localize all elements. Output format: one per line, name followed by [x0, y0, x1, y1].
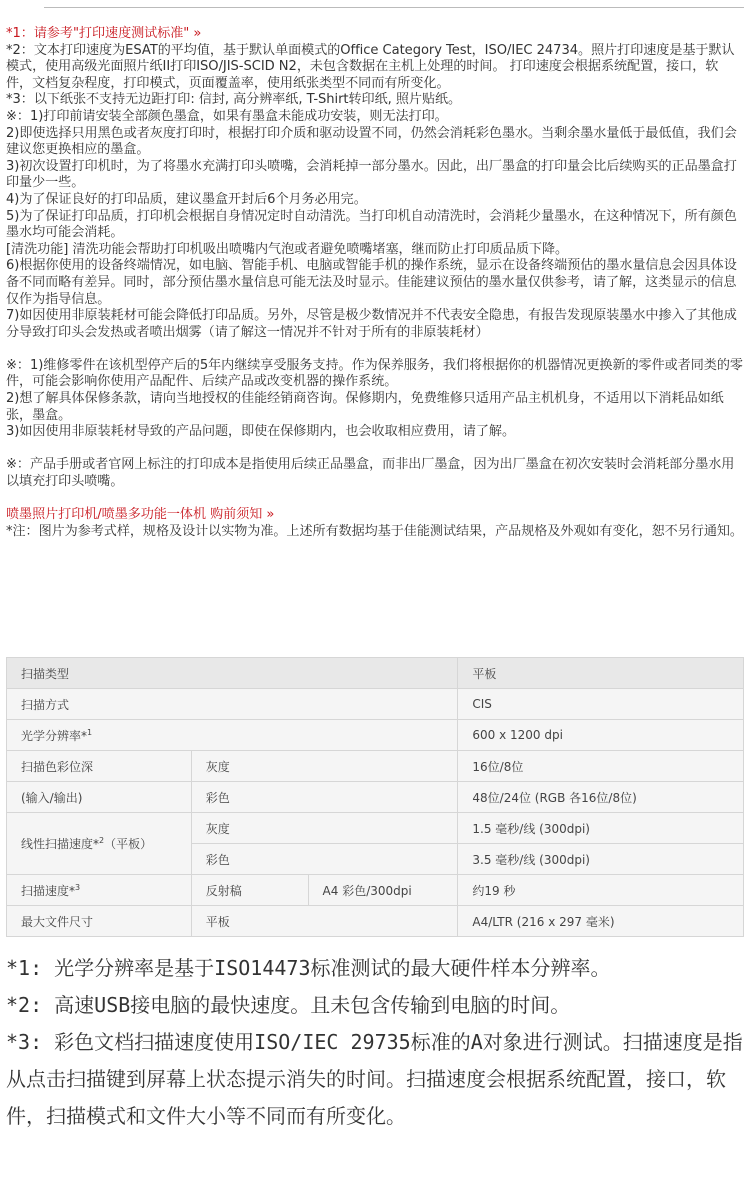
row-label: 扫描色彩位深: [7, 751, 192, 782]
footnote-1: *1: 光学分辨率是基于ISO14473标准测试的最大硬件样本分辨率。: [6, 956, 611, 980]
row-value: 600 x 1200 dpi: [458, 720, 744, 751]
table-row: [7, 813, 744, 844]
row-value: 约19 秒: [458, 875, 744, 906]
ink-note-7: 7)如因使用非原装耗材可能会降低打印品质。另外，尽管是极少数情况并不代表安全隐患，有报告发现原装墨水中掺入了其他成分导致打印头会发热或者喷出烟雾（请了解这一情况并不针对于所有的非原装耗材）: [6, 308, 737, 340]
table-row: [7, 875, 744, 906]
row-label: 光学分辨率*$^1$: [7, 720, 458, 751]
row-label: 扫描速度*$^3$: [7, 875, 192, 906]
footnote-2: *2: 高速USB接电脑的最快速度。且未包含传输到电脑的时间。: [6, 993, 571, 1017]
note-1-label: *1：: [6, 26, 34, 41]
ink-note-5b: [清洗功能] 清洗功能会帮助打印机吸出喷嘴内气泡或者避免喷嘴堵塞，继而防止打印质品质下降。: [6, 241, 569, 257]
ink-note-2: 2)即使选择只用黑色或者灰度打印时，根据打印介质和驱动设置不同，仍然会消耗彩色墨水。当剩余墨水量低于最低值，我们会建议您更换相应的墨盒。: [6, 125, 737, 158]
table-row: [7, 658, 744, 689]
row-value: 平板: [458, 658, 744, 689]
row-label: 扫描方式: [7, 689, 458, 720]
row-sublabel: 平板: [191, 906, 458, 937]
row-sublabel: 反射稿: [191, 875, 308, 906]
scan-footnotes: [6, 950, 744, 1135]
pre-purchase-guide-link[interactable]: 喷墨照片打印机/喷墨多功能一体机 购前须知 »: [6, 507, 275, 523]
table-row: [7, 720, 744, 751]
footnote-3: *3: 彩色文档扫描速度使用ISO/IEC 29735标准的A对象进行测试。扫描速度是指从点击扫描键到屏幕上状态提示消失的时间。扫描速度会根据系统配置，接口，软件，扫描模式和文件大小等不同而有所变化。: [6, 1030, 743, 1128]
print-cost-note: ※：产品手册或者官网上标注的打印成本是指使用后续正品墨盒，而非出厂墨盒，因为出厂墨盒在初次安装时会消耗部分墨水用以填充打印头喷嘴。: [6, 457, 735, 490]
row-value: CIS: [458, 689, 744, 720]
row-label: 线性扫描速度*$^2$（平板）: [7, 813, 192, 875]
row-value: 16位/8位: [458, 751, 744, 782]
scanner-spec-table: [6, 657, 744, 937]
row-value: 48位/24位 (RGB 各16位/8位): [458, 782, 744, 813]
note-1: [6, 26, 744, 43]
row-value: 3.5 毫秒/线 (300dpi): [458, 844, 744, 875]
table-row: [7, 751, 744, 782]
table-row: [7, 782, 744, 813]
row-sublabel: 彩色: [191, 844, 458, 875]
row-sublabel: 彩色: [191, 782, 458, 813]
row-value: A4/LTR (216 x 297 毫米): [458, 906, 744, 937]
ink-note-1: ※：1)打印前请安装全部颜色墨盒，如果有墨盒未能成功安装，则无法打印。: [6, 108, 448, 124]
service-note-1: ※：1)维修零件在该机型停产后的5年内继续享受服务支持。作为保养服务，我们将根据你的机器情况更换新的零件或者同类的零件，可能会影响你使用产品配件、后续产品或改变机器的操作系统。: [6, 357, 743, 390]
row-sublabel: 灰度: [191, 751, 458, 782]
row-label: 扫描类型: [7, 658, 458, 689]
table-row: [7, 689, 744, 720]
table-row: [7, 906, 744, 937]
top-divider: [0, 0, 750, 12]
note-3: *3：以下纸张不支持无边距打印: 信封, 高分辨率纸, T-Shirt转印纸, 照片贴纸。: [6, 92, 462, 108]
service-note-2: 2)想了解具体保修条款，请向当地授权的佳能经销商咨询。保修期内，免费维修只适用产品主机机身，不适用以下消耗品如纸张，墨盒。: [6, 391, 724, 423]
note-2: *2：文本打印速度为ESAT的平均值，基于默认单面模式的Office Category Test，ISO/IEC 24734。照片打印速度是基于默认模式，使用高级光面照片纸II打印ISO/JIS-SCID N2，未包含数据在主机上处理的时间。 打印速度会根据系统配置，接口，软件，文档复杂程度，打印模式，页面覆盖率，使用纸张类型不同而有所变化。: [6, 42, 735, 91]
service-note-3: 3)如因使用非原装耗材导致的产品问题，即使在保修期内，也会收取相应费用，请了解。: [6, 424, 516, 440]
notes-section: [6, 26, 744, 540]
row-value: 1.5 毫秒/线 (300dpi): [458, 813, 744, 844]
row-sublabel-2: A4 彩色/300dpi: [308, 875, 458, 906]
disclaimer: *注：图片为参考式样，规格及设计以实物为准。上述所有数据均基于佳能测试结果，产品规格及外观如有变化，恕不另行通知。: [6, 523, 743, 539]
ink-note-6: 6)根据你使用的设备终端情况，如电脑、智能手机、电脑或智能手机的操作系统，显示在设备终端预估的墨水量信息会因具体设备不同而略有差异。同时，部分预估墨水量信息可能无法及时显示。佳能建议预估的墨水量仅供参考，请了解，这类显示的信息仅作为指导信息。: [6, 258, 737, 307]
ink-note-3: 3)初次设置打印机时，为了将墨水充满打印头喷嘴，会消耗掉一部分墨水。因此，出厂墨盒的打印量会比后续购买的正品墨盒打印量少一些。: [6, 158, 737, 191]
ink-note-5: 5)为了保证打印品质，打印机会根据自身情况定时自动清洗。当打印机自动清洗时，会消耗少量墨水，在这种情况下，所有颜色墨水均可能会消耗。: [6, 208, 737, 241]
row-label: (输入/输出): [7, 782, 192, 813]
ink-note-4: 4)为了保证良好的打印品质，建议墨盒开封后6个月务必用完。: [6, 191, 367, 207]
row-sublabel: 灰度: [191, 813, 458, 844]
print-speed-standard-link[interactable]: 请参考"打印速度测试标准" »: [33, 26, 202, 41]
row-label: 最大文件尺寸: [7, 906, 192, 937]
